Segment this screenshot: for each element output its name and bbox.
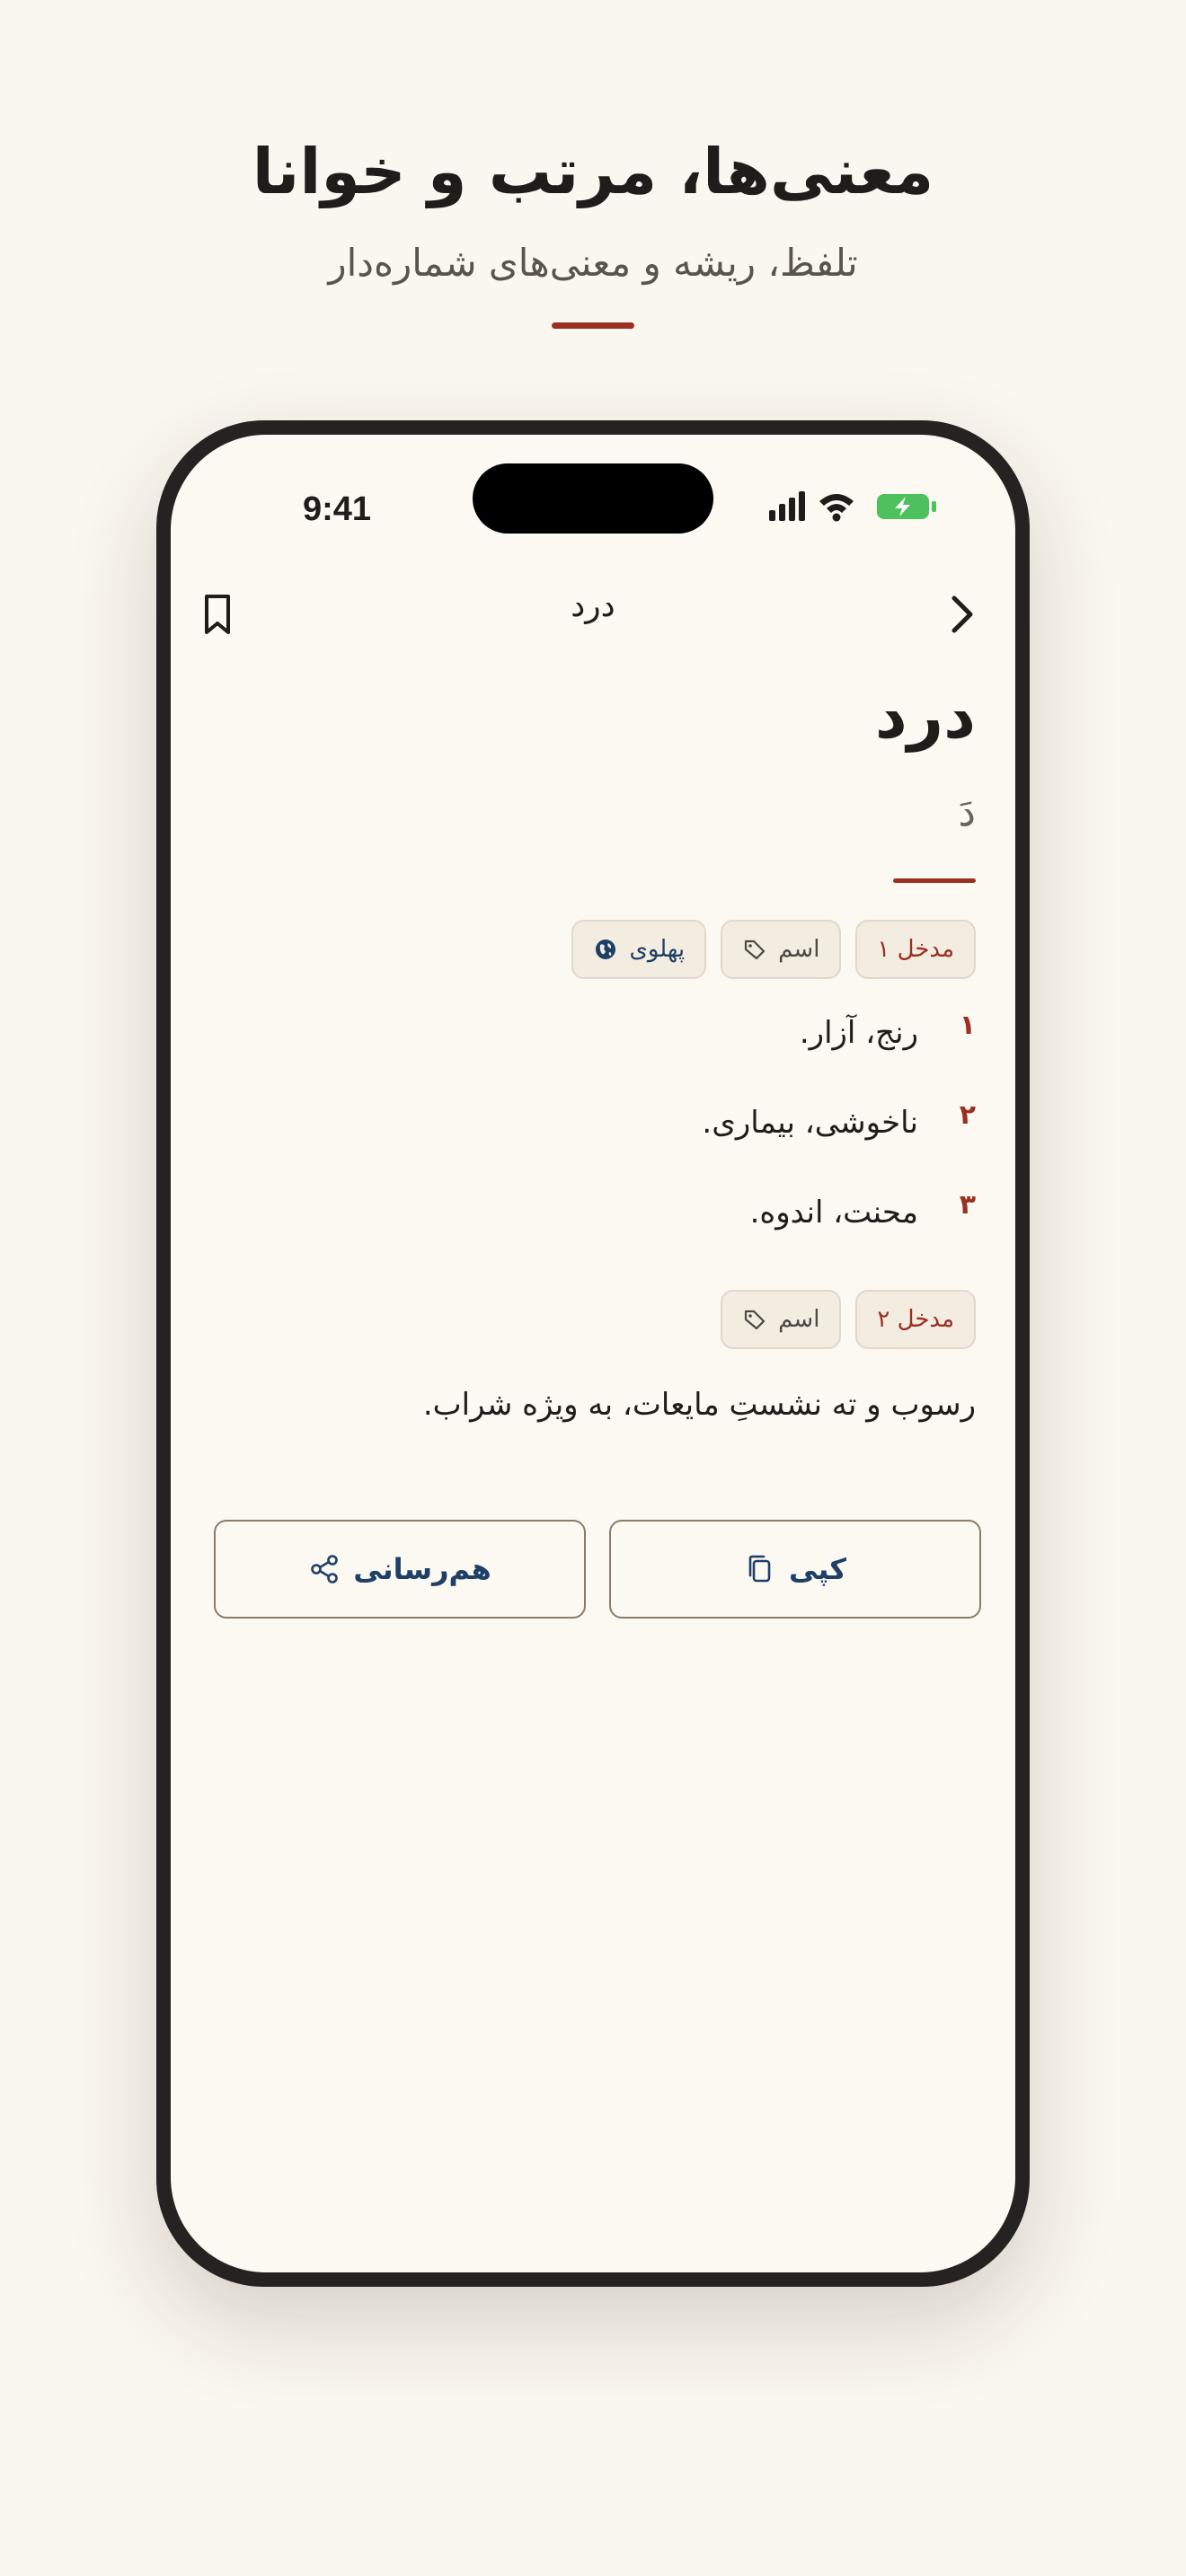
wifi-icon xyxy=(819,494,854,522)
copy-label: کپی xyxy=(788,1552,847,1586)
sense-item xyxy=(293,1010,976,1063)
share-button[interactable] xyxy=(214,1520,586,1619)
chevron-right-icon[interactable] xyxy=(934,587,988,641)
bookmark-icon[interactable] xyxy=(190,587,244,641)
headword: درد xyxy=(874,679,976,753)
dynamic-island xyxy=(473,463,713,534)
entry-label: مدخل ۱ xyxy=(877,936,954,963)
copy-button[interactable] xyxy=(609,1520,981,1619)
entry-1-chips xyxy=(571,920,976,979)
tag-icon xyxy=(742,937,767,962)
globe-icon xyxy=(593,937,618,962)
hero-divider xyxy=(552,322,634,329)
nav-title: درد xyxy=(571,587,615,624)
origin-label: پهلوی xyxy=(629,936,686,963)
phone-frame xyxy=(156,420,1030,2287)
sense-text: محنت، اندوه. xyxy=(749,1195,918,1231)
status-icons xyxy=(769,489,940,525)
sense-number: ۲ xyxy=(959,1099,976,1131)
hero-title: معنی‌ها، مرتب و خوانا xyxy=(252,135,934,208)
sense-text: ناخوشی، بیماری. xyxy=(702,1105,918,1141)
signal-icon xyxy=(769,491,805,521)
sense-item xyxy=(293,1189,976,1243)
sense-item xyxy=(293,1099,976,1153)
copy-icon xyxy=(744,1553,776,1585)
phone-screen xyxy=(171,435,1015,2272)
entry-label-chip xyxy=(855,920,976,979)
pronunciation: دَ xyxy=(958,790,976,835)
nav-bar xyxy=(171,569,1015,659)
tag-icon xyxy=(742,1307,767,1332)
entry-label: مدخل ۲ xyxy=(877,1306,954,1333)
sense-number: ۳ xyxy=(959,1189,976,1221)
sense-text: رنج، آزار. xyxy=(799,1015,918,1051)
pos-chip xyxy=(721,1290,841,1349)
share-label: هم‌رسانی xyxy=(353,1552,491,1586)
pos-label: اسم xyxy=(778,1306,820,1333)
headword-divider xyxy=(893,878,976,883)
share-icon xyxy=(308,1553,341,1585)
battery-charging-icon xyxy=(877,494,936,519)
entry-label-chip xyxy=(855,1290,976,1349)
pos-chip xyxy=(721,920,841,979)
pos-label: اسم xyxy=(778,936,820,963)
sense-number: ۱ xyxy=(959,1010,976,1041)
definition-text: رسوب و ته نشستِ مایعات، به ویژه شراب. xyxy=(422,1387,976,1423)
origin-chip xyxy=(571,920,706,979)
status-time: 9:41 xyxy=(302,490,372,528)
hero-subtitle: تلفظ، ریشه و معنی‌های شماره‌دار xyxy=(328,241,858,285)
entry-2-chips xyxy=(721,1290,976,1349)
